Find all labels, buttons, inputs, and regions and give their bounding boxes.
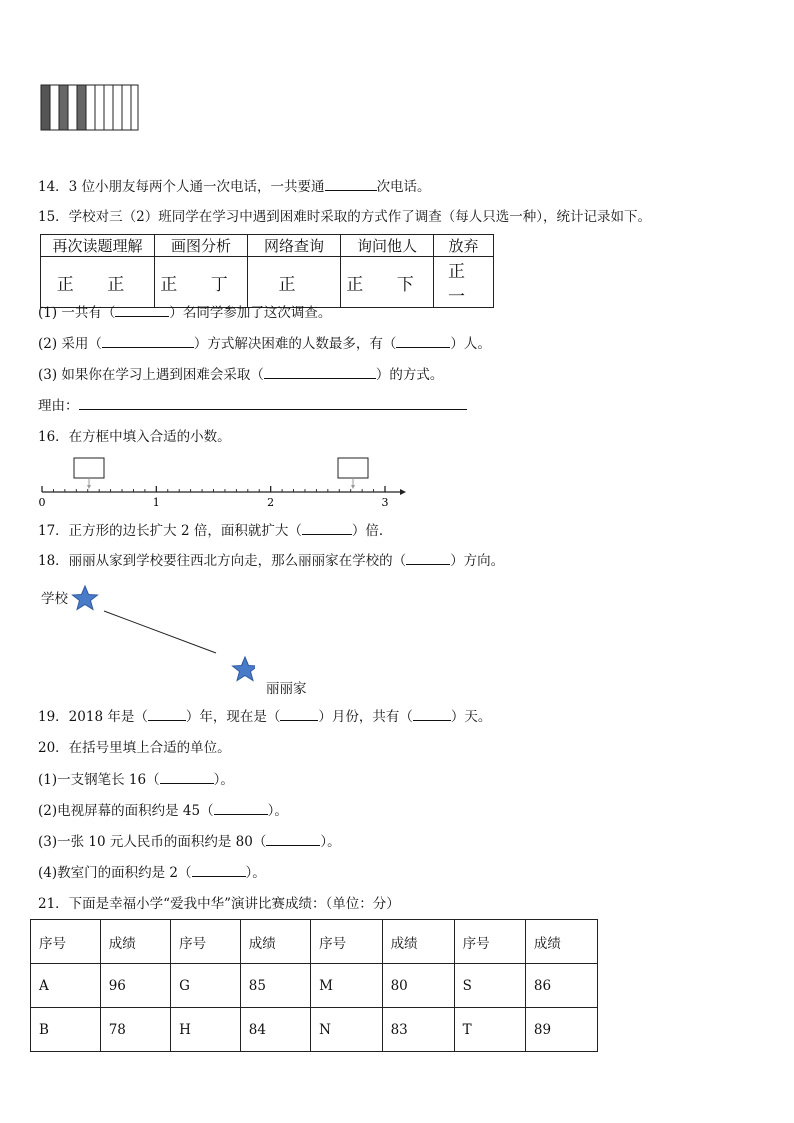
table-cell: M bbox=[311, 964, 382, 1008]
tally-mark: 正 bbox=[248, 257, 341, 308]
table-header-row bbox=[31, 920, 598, 964]
question-19: 19．2018 年是（ ）年，现在是（ ）月份，共有（ ）天。 bbox=[38, 709, 492, 725]
question-20-item: (3)一张 10 元人民币的面积约是 80（ ）。 bbox=[38, 834, 341, 850]
table-cell: 86 bbox=[525, 964, 597, 1008]
scores-table bbox=[30, 919, 598, 1052]
table-header-cell: 成绩 bbox=[525, 920, 597, 964]
question-18: 18．丽丽从家到学校要往西北方向走，那么丽丽家在学校的（ ）方向。 bbox=[38, 553, 505, 569]
table-cell: T bbox=[454, 1008, 525, 1052]
tick-label: 1 bbox=[152, 496, 160, 509]
table-cell: B bbox=[31, 1008, 101, 1052]
question-20-item: (2)电视屏幕的面积约是 45（ ）。 bbox=[38, 803, 288, 819]
answer-blank[interactable] bbox=[192, 863, 246, 877]
table-cell: A bbox=[31, 964, 101, 1008]
answer-blank[interactable] bbox=[396, 334, 450, 348]
answer-blank[interactable] bbox=[280, 707, 318, 721]
tally-mark: 正 下 bbox=[341, 257, 434, 308]
tally-header: 画图分析 bbox=[155, 235, 248, 257]
table-cell: 89 bbox=[525, 1008, 597, 1052]
question-20-intro: 20．在括号里填上合适的单位。 bbox=[38, 740, 231, 756]
reason-blank[interactable] bbox=[79, 396, 467, 410]
question-14: 14．3 位小朋友每两个人通一次电话，一共要通 次电话。 bbox=[38, 179, 431, 195]
table-cell: 80 bbox=[382, 964, 454, 1008]
answer-box[interactable] bbox=[338, 458, 368, 478]
path-line bbox=[104, 611, 216, 653]
axis-ticks bbox=[42, 486, 385, 492]
table-cell: 96 bbox=[100, 964, 170, 1008]
question-15-intro: 15．学校对三（2）班同学在学习中遇到困难时采取的方式作了调查（每人只选一种），统计记录如下。 bbox=[38, 209, 652, 225]
direction-diagram bbox=[70, 583, 255, 688]
home-label: 丽丽家 bbox=[266, 681, 307, 697]
answer-blank[interactable] bbox=[413, 707, 451, 721]
question-21-intro: 21．下面是幸福小学“爱我中华”演讲比赛成绩：（单位：分） bbox=[38, 896, 400, 912]
table-row bbox=[31, 964, 598, 1008]
answer-blank[interactable] bbox=[302, 521, 352, 535]
table-header-cell: 成绩 bbox=[240, 920, 310, 964]
answer-box[interactable] bbox=[74, 458, 104, 478]
answer-blank[interactable] bbox=[160, 770, 214, 784]
question-20-item: (4)教室门的面积约是 2（ ）。 bbox=[38, 865, 266, 881]
tick-label: 3 bbox=[381, 496, 389, 509]
tally-header: 网络查询 bbox=[248, 235, 341, 257]
school-label: 学校 bbox=[41, 591, 68, 607]
question-15-part-3: (3) 如果你在学习上遇到困难会采取（ ）的方式。 bbox=[38, 367, 444, 383]
striped-strip-figure bbox=[40, 84, 140, 132]
answer-blank[interactable] bbox=[148, 707, 186, 721]
tally-header: 再次读题理解 bbox=[41, 235, 155, 257]
table-cell: 83 bbox=[382, 1008, 454, 1052]
answer-blank[interactable] bbox=[406, 551, 450, 565]
table-header-cell: 序号 bbox=[311, 920, 382, 964]
answer-blank[interactable] bbox=[266, 832, 320, 846]
tally-header: 放弃 bbox=[434, 235, 494, 257]
table-cell: 84 bbox=[240, 1008, 310, 1052]
question-20-item: (1)一支钢笔长 16（ ）。 bbox=[38, 772, 234, 788]
axis-arrow bbox=[400, 489, 406, 495]
table-cell: G bbox=[171, 964, 241, 1008]
table-header-cell: 序号 bbox=[454, 920, 525, 964]
home-star-icon bbox=[233, 657, 256, 681]
table-cell: H bbox=[171, 1008, 241, 1052]
table-cell: 85 bbox=[240, 964, 310, 1008]
table-header-cell: 序号 bbox=[31, 920, 101, 964]
tally-mark: 正 丁 bbox=[155, 257, 248, 308]
tally-table bbox=[40, 234, 494, 308]
table-cell: S bbox=[454, 964, 525, 1008]
tally-mark: 正 正 bbox=[41, 257, 155, 308]
table-header-cell: 序号 bbox=[171, 920, 241, 964]
tally-mark: 正 一 bbox=[434, 257, 494, 308]
answer-blank[interactable] bbox=[264, 365, 376, 379]
question-15-part-2: (2) 采用（ ）方式解决困难的人数最多，有（ ）人。 bbox=[38, 336, 491, 352]
table-header-cell: 成绩 bbox=[100, 920, 170, 964]
number-line bbox=[34, 455, 414, 510]
question-15-reason: 理由： bbox=[38, 396, 467, 415]
question-17: 17．正方形的边长扩大 2 倍，面积就扩大（ ）倍． bbox=[38, 523, 393, 539]
answer-blank[interactable] bbox=[102, 334, 194, 348]
table-header-cell: 成绩 bbox=[382, 920, 454, 964]
tick-label: 0 bbox=[38, 496, 46, 509]
tick-label: 2 bbox=[267, 496, 275, 509]
table-cell: 78 bbox=[100, 1008, 170, 1052]
question-16: 16．在方框中填入合适的小数。 bbox=[38, 429, 231, 445]
answer-blank[interactable] bbox=[115, 303, 169, 317]
answer-blank[interactable] bbox=[325, 177, 377, 191]
table-cell: N bbox=[311, 1008, 382, 1052]
tally-header: 询问他人 bbox=[341, 235, 434, 257]
school-star-icon bbox=[73, 586, 98, 610]
table-row bbox=[31, 1008, 598, 1052]
answer-blank[interactable] bbox=[214, 801, 268, 815]
question-15-part-1: (1) 一共有（ ）名同学参加了这次调查。 bbox=[38, 305, 332, 321]
